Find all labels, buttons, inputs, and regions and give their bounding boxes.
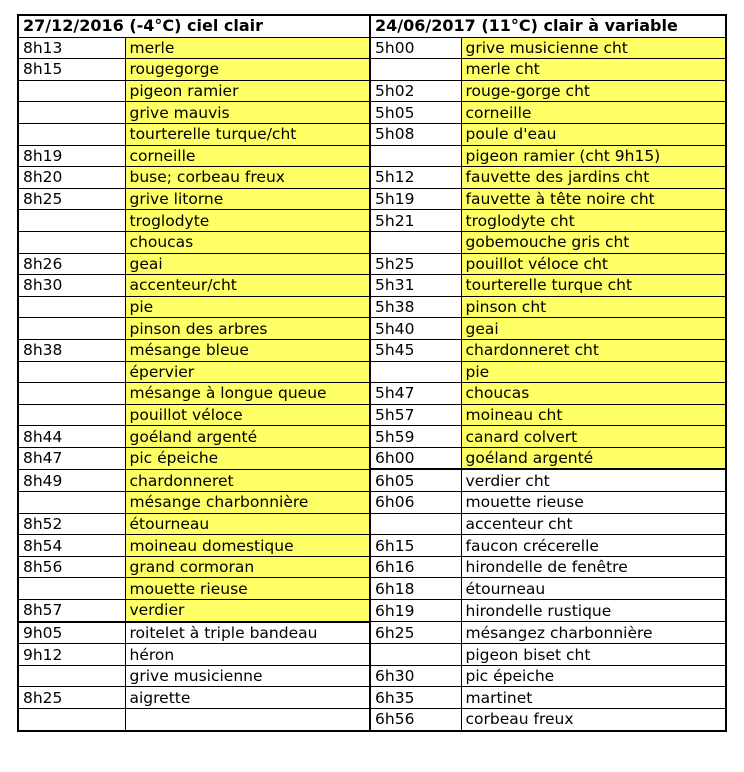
- species-right-cell: troglodyte cht: [461, 210, 726, 232]
- time-right-cell: 5h40: [370, 318, 461, 340]
- species-right-cell: geai: [461, 318, 726, 340]
- table-row: [18, 123, 726, 145]
- table-row: [18, 513, 726, 535]
- time-left-cell: [18, 210, 125, 232]
- species-left-cell: accenteur/cht: [125, 275, 370, 297]
- species-left-cell: merle: [125, 37, 370, 59]
- time-right-cell: 6h30: [370, 665, 461, 687]
- time-left-cell: 8h19: [18, 145, 125, 167]
- table-row: [18, 37, 726, 59]
- time-right-cell: 5h47: [370, 383, 461, 405]
- table-row: [18, 210, 726, 232]
- species-left-cell: grive mauvis: [125, 102, 370, 124]
- species-left-cell: geai: [125, 253, 370, 275]
- species-left-cell: héron: [125, 644, 370, 666]
- species-left-cell: verdier: [125, 600, 370, 622]
- species-left-cell: aigrette: [125, 687, 370, 709]
- species-left-cell: grand cormoran: [125, 556, 370, 578]
- time-right-cell: 5h19: [370, 188, 461, 210]
- species-left-cell: choucas: [125, 231, 370, 253]
- species-left-cell: pouillot véloce: [125, 404, 370, 426]
- table-row: [18, 296, 726, 318]
- time-left-cell: 8h49: [18, 469, 125, 491]
- time-left-cell: 8h15: [18, 59, 125, 81]
- species-left-cell: épervier: [125, 361, 370, 383]
- time-right-cell: 5h25: [370, 253, 461, 275]
- species-right-cell: fauvette à tête noire cht: [461, 188, 726, 210]
- time-left-cell: 8h47: [18, 447, 125, 469]
- time-right-cell: [370, 59, 461, 81]
- species-left-cell: mésange bleue: [125, 339, 370, 361]
- time-right-cell: 6h19: [370, 600, 461, 622]
- time-left-cell: 9h05: [18, 622, 125, 644]
- species-left-cell: roitelet à triple bandeau: [125, 622, 370, 644]
- table-row: [18, 665, 726, 687]
- time-left-cell: [18, 383, 125, 405]
- species-left-cell: mésange charbonnière: [125, 492, 370, 514]
- header-right: 24/06/2017 (11°C) clair à variable: [370, 15, 726, 37]
- time-right-cell: [370, 145, 461, 167]
- time-left-cell: 8h52: [18, 513, 125, 535]
- species-right-cell: choucas: [461, 383, 726, 405]
- species-right-cell: pouillot véloce cht: [461, 253, 726, 275]
- species-right-cell: mésangez charbonnière: [461, 622, 726, 644]
- time-left-cell: 8h44: [18, 426, 125, 448]
- time-left-cell: [18, 80, 125, 102]
- species-left-cell: pinson des arbres: [125, 318, 370, 340]
- time-right-cell: 5h21: [370, 210, 461, 232]
- table-row: [18, 578, 726, 600]
- table-row: [18, 687, 726, 709]
- observation-sheet: [17, 14, 725, 732]
- time-left-cell: 8h26: [18, 253, 125, 275]
- time-left-cell: [18, 404, 125, 426]
- header-left: 27/12/2016 (-4°C) ciel clair: [18, 15, 370, 37]
- species-right-cell: chardonneret cht: [461, 339, 726, 361]
- species-left-cell: tourterelle turque/cht: [125, 123, 370, 145]
- time-left-cell: [18, 361, 125, 383]
- species-left-cell: chardonneret: [125, 469, 370, 491]
- table-row: [18, 535, 726, 557]
- time-right-cell: [370, 513, 461, 535]
- time-right-cell: 6h35: [370, 687, 461, 709]
- species-right-cell: fauvette des jardins cht: [461, 167, 726, 189]
- species-right-cell: verdier cht: [461, 469, 726, 491]
- species-right-cell: faucon crécerelle: [461, 535, 726, 557]
- species-right-cell: rouge-gorge cht: [461, 80, 726, 102]
- species-left-cell: mouette rieuse: [125, 578, 370, 600]
- table-row: [18, 492, 726, 514]
- table-row: [18, 644, 726, 666]
- table-row: [18, 447, 726, 469]
- species-left-cell: rougegorge: [125, 59, 370, 81]
- table-row: [18, 339, 726, 361]
- species-right-cell: gobemouche gris cht: [461, 231, 726, 253]
- species-right-cell: corneille: [461, 102, 726, 124]
- time-right-cell: 6h06: [370, 492, 461, 514]
- species-left-cell: corneille: [125, 145, 370, 167]
- species-right-cell: accenteur cht: [461, 513, 726, 535]
- table-row: [18, 145, 726, 167]
- time-right-cell: [370, 644, 461, 666]
- time-left-cell: [18, 102, 125, 124]
- species-left-cell: mésange à longue queue: [125, 383, 370, 405]
- species-right-cell: poule d'eau: [461, 123, 726, 145]
- table-row: [18, 709, 726, 731]
- table-row: [18, 188, 726, 210]
- table-row: [18, 426, 726, 448]
- time-left-cell: [18, 665, 125, 687]
- species-right-cell: pie: [461, 361, 726, 383]
- time-right-cell: 5h57: [370, 404, 461, 426]
- species-left-cell: pie: [125, 296, 370, 318]
- species-right-cell: goéland argenté: [461, 447, 726, 469]
- species-right-cell: pigeon ramier (cht 9h15): [461, 145, 726, 167]
- time-left-cell: 8h25: [18, 687, 125, 709]
- time-right-cell: 5h05: [370, 102, 461, 124]
- time-left-cell: 8h54: [18, 535, 125, 557]
- time-left-cell: [18, 709, 125, 731]
- species-right-cell: pigeon biset cht: [461, 644, 726, 666]
- species-left-cell: [125, 709, 370, 731]
- table-row: [18, 404, 726, 426]
- table-row: [18, 556, 726, 578]
- time-right-cell: [370, 231, 461, 253]
- time-right-cell: 6h56: [370, 709, 461, 731]
- time-left-cell: [18, 123, 125, 145]
- time-right-cell: 5h12: [370, 167, 461, 189]
- time-left-cell: 8h30: [18, 275, 125, 297]
- species-left-cell: étourneau: [125, 513, 370, 535]
- time-left-cell: 8h25: [18, 188, 125, 210]
- species-left-cell: grive litorne: [125, 188, 370, 210]
- time-right-cell: 5h45: [370, 339, 461, 361]
- table-row: [18, 383, 726, 405]
- time-right-cell: 5h08: [370, 123, 461, 145]
- time-left-cell: [18, 296, 125, 318]
- species-right-cell: étourneau: [461, 578, 726, 600]
- table-row: [18, 318, 726, 340]
- species-left-cell: buse; corbeau freux: [125, 167, 370, 189]
- species-right-cell: hirondelle de fenêtre: [461, 556, 726, 578]
- time-right-cell: 5h38: [370, 296, 461, 318]
- species-right-cell: pic épeiche: [461, 665, 726, 687]
- species-left-cell: pigeon ramier: [125, 80, 370, 102]
- species-right-cell: moineau cht: [461, 404, 726, 426]
- time-left-cell: 8h56: [18, 556, 125, 578]
- table-row: [18, 275, 726, 297]
- time-left-cell: [18, 492, 125, 514]
- time-left-cell: 8h57: [18, 600, 125, 622]
- time-right-cell: 6h05: [370, 469, 461, 491]
- header-row: [18, 15, 726, 37]
- table-row: [18, 231, 726, 253]
- table-row: [18, 167, 726, 189]
- time-right-cell: 5h00: [370, 37, 461, 59]
- time-left-cell: [18, 578, 125, 600]
- species-right-cell: tourterelle turque cht: [461, 275, 726, 297]
- table-row: [18, 600, 726, 622]
- species-left-cell: pic épeiche: [125, 447, 370, 469]
- time-left-cell: 8h38: [18, 339, 125, 361]
- time-left-cell: [18, 318, 125, 340]
- species-right-cell: corbeau freux: [461, 709, 726, 731]
- species-left-cell: goéland argenté: [125, 426, 370, 448]
- species-right-cell: mouette rieuse: [461, 492, 726, 514]
- time-right-cell: [370, 361, 461, 383]
- time-right-cell: 6h18: [370, 578, 461, 600]
- table-row: [18, 361, 726, 383]
- species-right-cell: martinet: [461, 687, 726, 709]
- time-right-cell: 6h16: [370, 556, 461, 578]
- time-left-cell: 9h12: [18, 644, 125, 666]
- table-row: [18, 622, 726, 644]
- time-left-cell: 8h13: [18, 37, 125, 59]
- time-right-cell: 5h31: [370, 275, 461, 297]
- table-row: [18, 253, 726, 275]
- table-row: [18, 59, 726, 81]
- time-right-cell: 6h25: [370, 622, 461, 644]
- species-left-cell: moineau domestique: [125, 535, 370, 557]
- table-row: [18, 80, 726, 102]
- species-right-cell: grive musicienne cht: [461, 37, 726, 59]
- time-right-cell: 6h00: [370, 447, 461, 469]
- time-right-cell: 5h59: [370, 426, 461, 448]
- species-right-cell: merle cht: [461, 59, 726, 81]
- bird-observation-table: [17, 14, 727, 732]
- table-row: [18, 469, 726, 491]
- species-left-cell: grive musicienne: [125, 665, 370, 687]
- time-left-cell: 8h20: [18, 167, 125, 189]
- time-left-cell: [18, 231, 125, 253]
- species-right-cell: pinson cht: [461, 296, 726, 318]
- species-right-cell: hirondelle rustique: [461, 600, 726, 622]
- time-right-cell: 6h15: [370, 535, 461, 557]
- species-right-cell: canard colvert: [461, 426, 726, 448]
- time-right-cell: 5h02: [370, 80, 461, 102]
- table-row: [18, 102, 726, 124]
- species-left-cell: troglodyte: [125, 210, 370, 232]
